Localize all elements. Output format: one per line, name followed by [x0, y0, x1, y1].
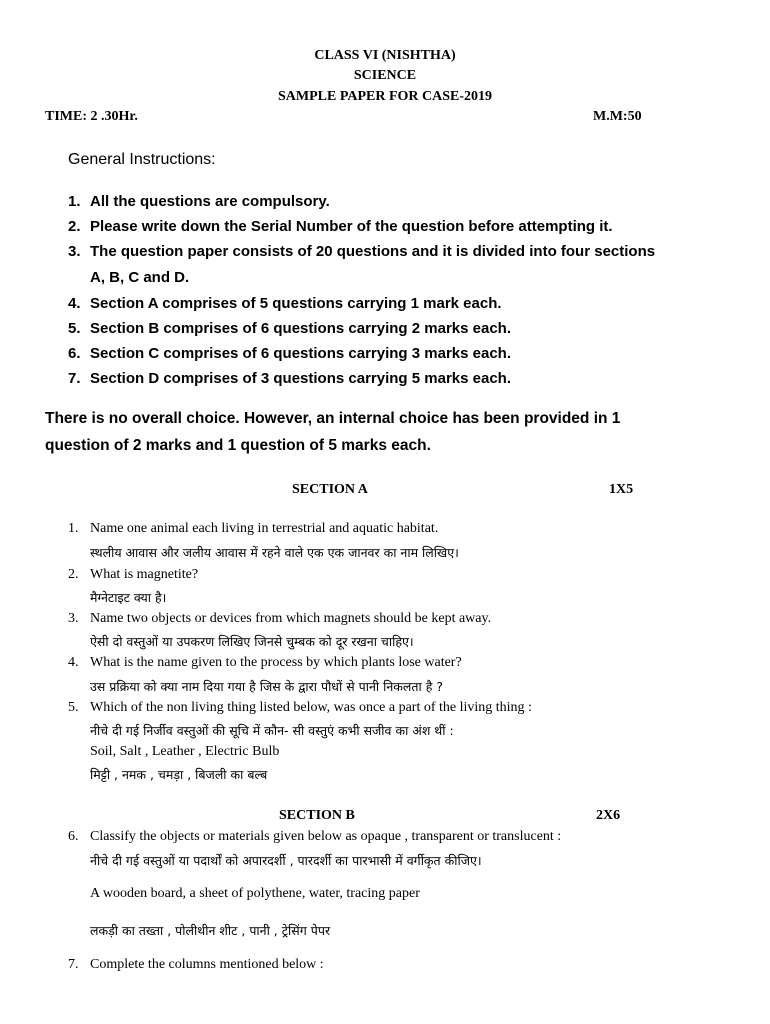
section-a-marks: 1X5: [609, 482, 634, 497]
question-4-hindi: उस प्रक्रिया को क्या नाम दिया गया है जिस के द्वारा पौधों से पानी निकलता है ?: [90, 679, 443, 694]
question-1: 1. Name one animal each living in terrestrial and aquatic habitat.: [68, 521, 439, 536]
question-3: 3. Name two objects or devices from which magnets should be kept away.: [68, 611, 492, 626]
section-b-title: SECTION B: [279, 808, 355, 823]
instruction-item: 7. Section D comprises of 3 questions carrying 5 marks each.: [68, 370, 511, 387]
time-allowed: TIME: 2 .30Hr.: [45, 109, 138, 124]
choice-note-line1: There is no overall choice. However, an internal choice has been provided in 1: [45, 410, 621, 427]
question-7: 7. Complete the columns mentioned below :: [68, 957, 324, 972]
instruction-item: 2. Please write down the Serial Number of the question before attempting it.: [68, 218, 613, 235]
class-line: CLASS VI (NISHTHA): [314, 48, 456, 63]
question-2: 2. What is magnetite?: [68, 567, 199, 582]
question-5: 5. Which of the non living thing listed below, was once a part of the living thing :: [68, 700, 532, 715]
question-6-items: A wooden board, a sheet of polythene, water, tracing paper: [90, 886, 420, 901]
question-6-hindi: नीचे दी गई वस्तुओं या पदार्थों को अपारदर्शी , पारदर्शी का पारभासी में वर्गीकृत कीजिए।: [90, 853, 482, 868]
question-4: 4. What is the name given to the process by which plants lose water?: [68, 655, 462, 670]
question-6: 6. Classify the objects or materials given below as opaque , transparent or translucent :: [68, 829, 562, 844]
question-5-hindi: नीचे दी गई निर्जीव वस्तुओं की सूचि में कौन- सी वस्तुएं कभी सजीव का अंश थीं :: [90, 723, 454, 738]
instruction-item: 1. All the questions are compulsory.: [68, 193, 330, 210]
paper-title: SAMPLE PAPER FOR CASE-2019: [277, 89, 493, 104]
question-2-hindi: मैग्नेटाइट क्या है।: [90, 590, 167, 605]
question-6-items-hindi: लकड़ी का तख्ता , पोलीथीन शीट , पानी , ट्रेसिंग पेपर: [90, 923, 331, 938]
section-a-title: SECTION A: [292, 482, 368, 497]
max-marks: M.M:50: [593, 109, 642, 124]
instruction-item: 5. Section B comprises of 6 questions carrying 2 marks each.: [68, 320, 511, 337]
instruction-item: 4. Section A comprises of 5 questions carrying 1 mark each.: [68, 295, 502, 312]
question-5-options: Soil, Salt , Leather , Electric Bulb: [90, 744, 280, 759]
instructions-heading: General Instructions:: [68, 151, 216, 168]
question-5-options-hindi: मिट्टी , नमक , चमड़ा , बिजली का बल्ब: [90, 767, 268, 782]
question-3-hindi: ऐसी दो वस्तुओं या उपकरण लिखिए जिनसे चुम्बक को दूर रखना चाहिए।: [90, 634, 414, 649]
question-1-hindi: स्थलीय आवास और जलीय आवास में रहने वाले एक एक जानवर का नाम लिखिए।: [90, 545, 459, 560]
instruction-item: 6. Section C comprises of 6 questions carrying 3 marks each.: [68, 345, 511, 362]
instruction-item-continuation: A, B, C and D.: [90, 269, 190, 286]
choice-note-line2: question of 2 marks and 1 question of 5 marks each.: [45, 437, 431, 454]
instruction-item: 3. The question paper consists of 20 questions and it is divided into four sections: [68, 243, 656, 260]
section-b-marks: 2X6: [596, 808, 621, 823]
subject-title: SCIENCE: [353, 68, 417, 83]
